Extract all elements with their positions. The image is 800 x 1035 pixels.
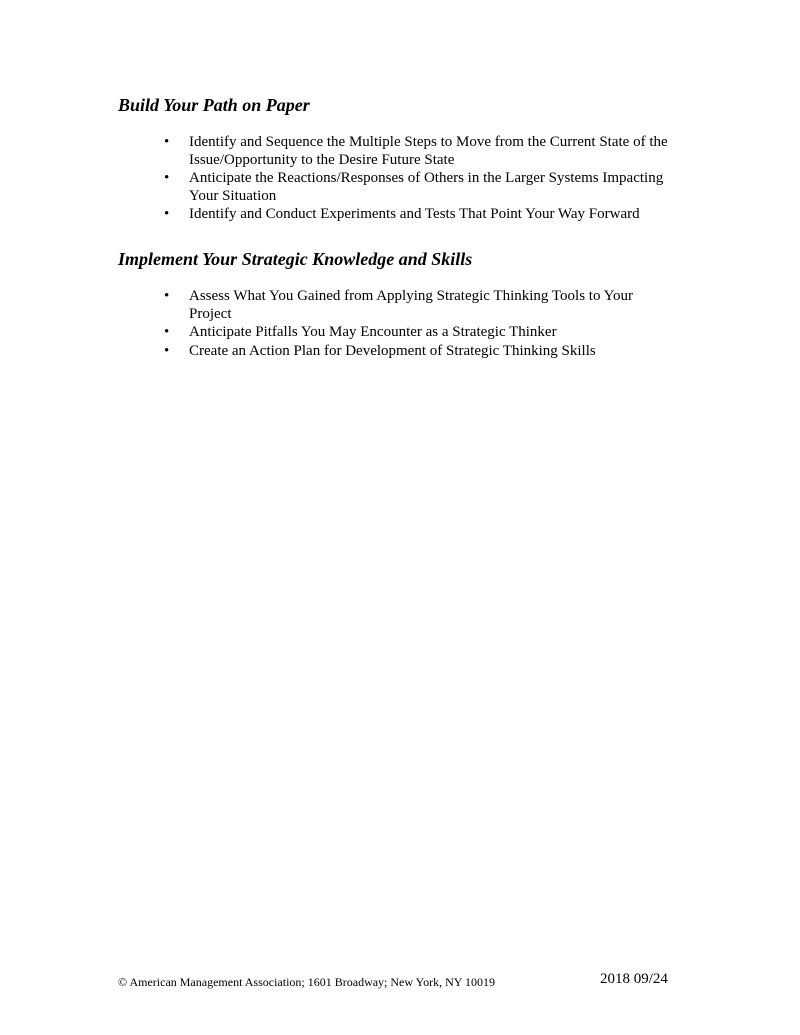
bullet-icon: • [164,206,170,222]
list-item [118,206,678,224]
copyright-notice: © American Management Association; 1601 Broadway; New York, NY 10019 [118,975,495,989]
list-item [118,134,678,169]
page-footer [118,970,678,992]
list-item [118,343,678,361]
list-item [118,170,678,205]
section-build-your-path [118,94,678,225]
version-date: 2018 09/24 [600,971,668,987]
section-implement-knowledge [118,248,678,361]
list-item-text: Assess What You Gained from Applying Strategic Thinking Tools to Your Project [189,288,633,322]
list-item-text: Identify and Conduct Experiments and Tests That Point Your Way Forward [189,206,640,222]
bullet-icon: • [164,170,170,186]
section-heading: Implement Your Strategic Knowledge and Skills [118,249,473,269]
section-heading: Build Your Path on Paper [118,95,310,115]
list-item-text: Identify and Sequence the Multiple Steps to Move from the Current State of the Issue/Opportunity to the Desire Future State [189,134,668,168]
list-item-text: Create an Action Plan for Development of Strategic Thinking Skills [189,342,596,359]
bullet-list [118,288,678,360]
bullet-icon: • [164,324,170,340]
list-item [118,324,678,342]
list-item [118,288,678,323]
list-item-text: Anticipate Pitfalls You May Encounter as a Strategic Thinker [189,324,557,340]
bullet-icon: • [164,342,170,359]
bullet-list [118,134,678,224]
bullet-icon: • [164,134,170,150]
bullet-icon: • [164,288,170,304]
list-item-text: Anticipate the Reactions/Responses of Others in the Larger Systems Impacting Your Situation [189,170,664,204]
